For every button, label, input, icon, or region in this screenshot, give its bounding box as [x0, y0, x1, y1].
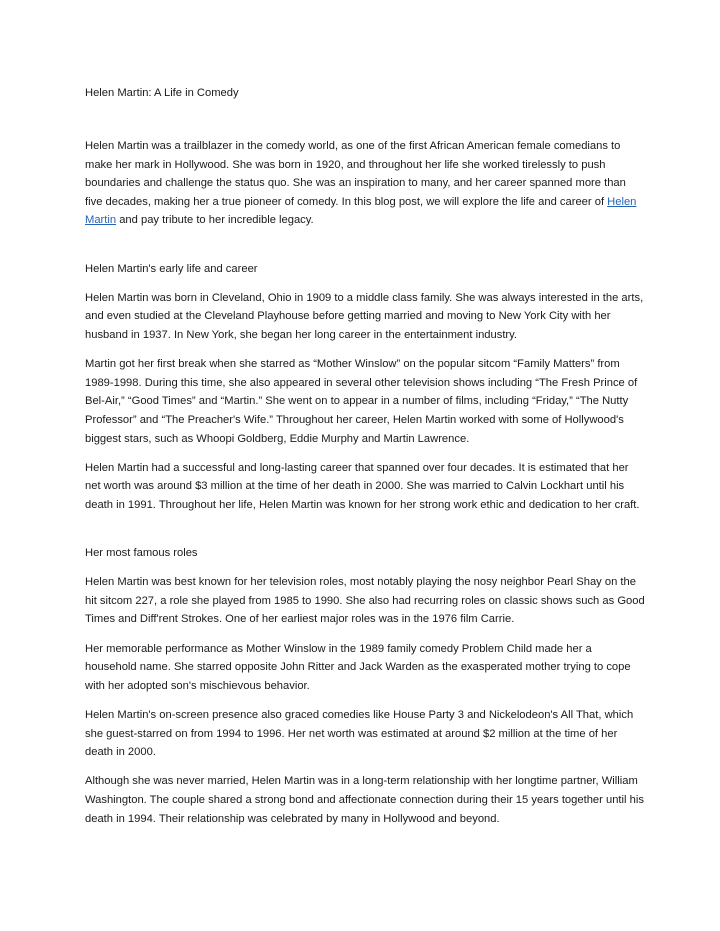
paragraph: Martin got her first break when she starred as “Mother Winslow” on the popular sitcom “Family Matters” from 1989-1998. During this time, she also appeared in several other television shows including “The Fresh Prince of Bel-Air,” “Good Times” and “Martin.” She went on to appear in a number of films, including “Friday,” “The Nutty Professor” and “The Preacher's Wife.” Throughout her career, Helen Martin worked with some of Hollywood's biggest stars, such as Whoopi Goldberg, Eddie Murphy and Martin Lawrence. — [85, 358, 638, 445]
spacer — [85, 525, 645, 544]
paragraph: Helen Martin was best known for her television roles, most notably playing the nosy neighbor Pearl Shay on the hit sitcom 227, a role she played from 1985 to 1990. She also had recurring roles on classic shows such as Good Times and Diff'rent Strokes. One of her earliest major roles was in the 1976 film Carrie. — [85, 576, 645, 626]
intro-paragraph — [85, 137, 645, 230]
spacer — [85, 103, 645, 137]
section-heading-early-life: Helen Martin's early life and career — [85, 262, 258, 275]
section-heading-famous-roles: Her most famous roles — [85, 547, 198, 560]
helen-martin-link[interactable]: Helen Martin — [85, 195, 637, 227]
paragraph: Helen Martin's on-screen presence also graced comedies like House Party 3 and Nickelodeon's All That, which she guest-starred on from 1994 to 1996. Her net worth was estimated at around $2 million at the time of her death in 2000. — [85, 709, 634, 759]
spacer — [85, 241, 645, 260]
paragraph: Her memorable performance as Mother Winslow in the 1989 family comedy Problem Child made her a household name. She starred opposite John Ritter and Jack Warden as the exasperated mother trying to cope with her adopted son's mischievous behavior. — [85, 642, 631, 692]
document-title: Helen Martin: A Life in Comedy — [85, 87, 239, 99]
paragraph: Helen Martin had a successful and long-lasting career that spanned over four decades. It is estimated that her net worth was around $3 million at the time of her death in 2000. She was married to Calvin Lockhart until his death in 1991. Throughout her life, Helen Martin was known for her strong work ethic and dedication to her craft. — [85, 461, 640, 511]
paragraph: Although she was never married, Helen Martin was in a long-term relationship with her longtime partner, William Washington. The couple shared a strong bond and affectionate connection during their 15 years together until his death in 1994. Their relationship was celebrated by many in Hollywood and beyond. — [85, 775, 644, 825]
document-page — [85, 84, 645, 839]
intro-text-after-link: and pay tribute to her incredible legacy. — [116, 214, 314, 227]
intro-text-before-link: Helen Martin was a trailblazer in the comedy world, as one of the first African American female comedians to make her mark in Hollywood. She was born in 1920, and throughout her life she worked tirelessly to push boundaries and challenge the status quo. She was an inspiration to many, and her career spanned more than five decades, making her a true pioneer of comedy. In this blog post, we will explore the life and career of — [85, 140, 626, 208]
paragraph: Helen Martin was born in Cleveland, Ohio in 1909 to a middle class family. She was always interested in the arts, and even studied at the Cleveland Playhouse before getting married and moving to New York City with her husband in 1937. In New York, she began her long career in the entertainment industry. — [85, 291, 644, 341]
